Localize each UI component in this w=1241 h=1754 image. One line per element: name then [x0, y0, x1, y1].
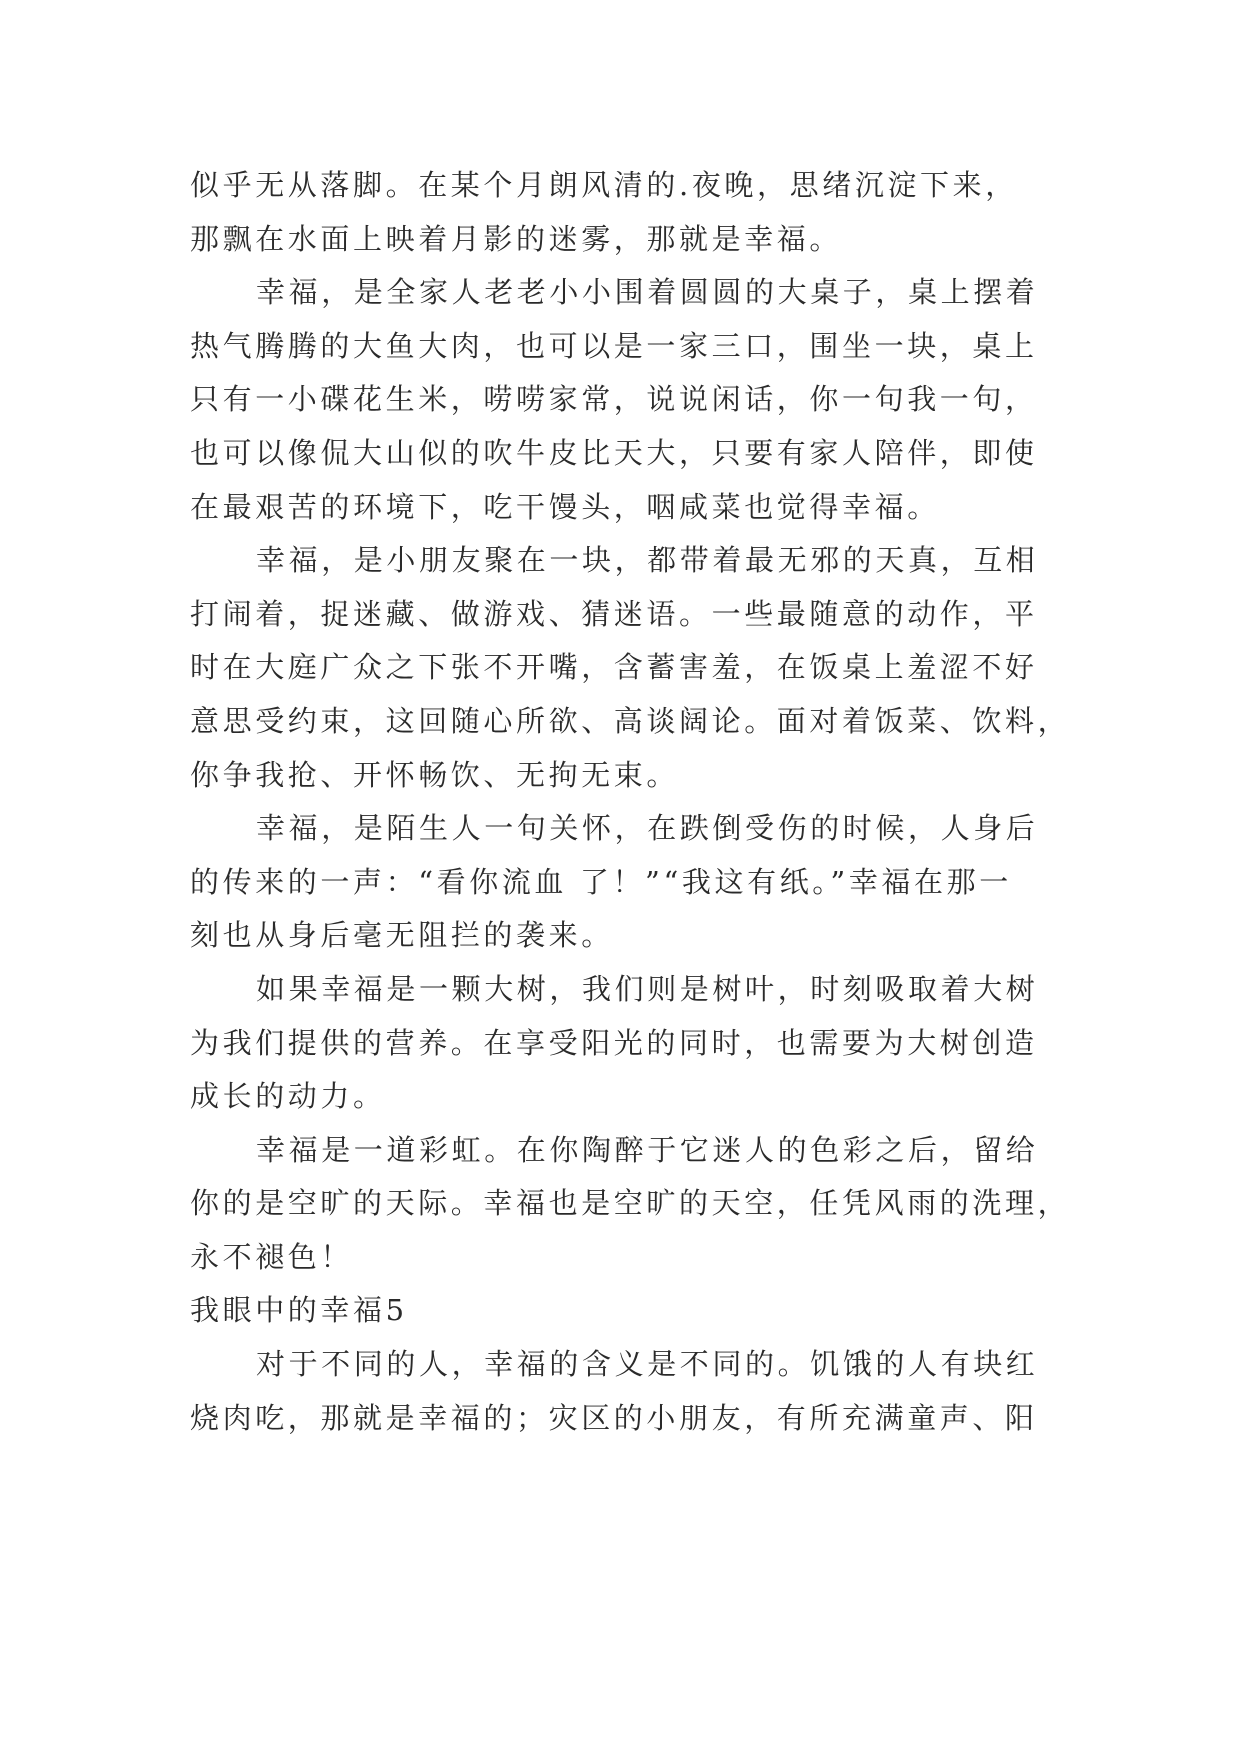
text-line: 意思受约束，这回随心所欲、高谈阔论。面对着饭菜、饮料，: [190, 703, 1071, 738]
text-line: 打闹着，捉迷藏、做游戏、猜迷语。一些最随意的动作，平: [190, 596, 1038, 631]
text-line: 在最艰苦的环境下，吃干馒头，咽咸菜也觉得幸福。: [190, 489, 940, 524]
text-line: 永不褪色！: [190, 1239, 354, 1274]
text-line: 成长的动力。: [190, 1079, 386, 1114]
text-line: 似乎无从落脚。在某个月朗风清的.夜晚，思绪沉淀下来，: [190, 168, 1018, 202]
paragraph-first-line: 对于不同的人，幸福的含义是不同的。饥饿的人有块红: [256, 1347, 1039, 1382]
text-line: 时在大庭广众之下张不开嘴，含蓄害羞，在饭桌上羞涩不好: [190, 650, 1038, 685]
text-line: 为我们提供的营养。在享受阳光的同时，也需要为大树创造: [190, 1025, 1038, 1060]
paragraph-first-line: 如果幸福是一颗大树，我们则是树叶，时刻吸取着大树: [256, 971, 1039, 1006]
text-line: 你的是空旷的天际。幸福也是空旷的天空，任凭风雨的洗理，: [190, 1186, 1071, 1221]
paragraph-first-line: 幸福，是小朋友聚在一块，都带着最无邪的天真，互相: [256, 543, 1039, 578]
document-body: [190, 159, 1071, 1445]
text-line: 那飘在水面上映着月影的迷雾，那就是幸福。: [190, 221, 843, 256]
paragraph-first-line: 幸福，是全家人老老小小围着圆圆的大桌子，桌上摆着: [256, 275, 1039, 310]
text-line: 只有一小碟花生米，唠唠家常，说说闲话，你一句我一句，: [190, 382, 1038, 417]
text-line: 热气腾腾的大鱼大肉，也可以是一家三口，围坐一块，桌上: [190, 328, 1038, 363]
section-heading: 我眼中的幸福5: [190, 1293, 408, 1328]
paragraph-first-line: 幸福，是陌生人一句关怀，在跌倒受伤的时候，人身后: [256, 811, 1039, 846]
text-line: 也可以像侃大山似的吹牛皮比天大，只要有家人陪伴，即使: [190, 435, 1038, 470]
text-line: 你争我抢、开怀畅饮、无拘无束。: [190, 757, 680, 792]
text-line: 烧肉吃，那就是幸福的；灾区的小朋友，有所充满童声、阳: [190, 1400, 1038, 1435]
paragraph-first-line: 幸福是一道彩虹。在你陶醉于它迷人的色彩之后，留给: [256, 1132, 1039, 1167]
text-line: 的传来的一声：“看你流血 了！”“我这有纸。”幸福在那一: [190, 864, 1012, 899]
text-line: 刻也从身后毫无阻拦的袭来。: [190, 918, 614, 953]
